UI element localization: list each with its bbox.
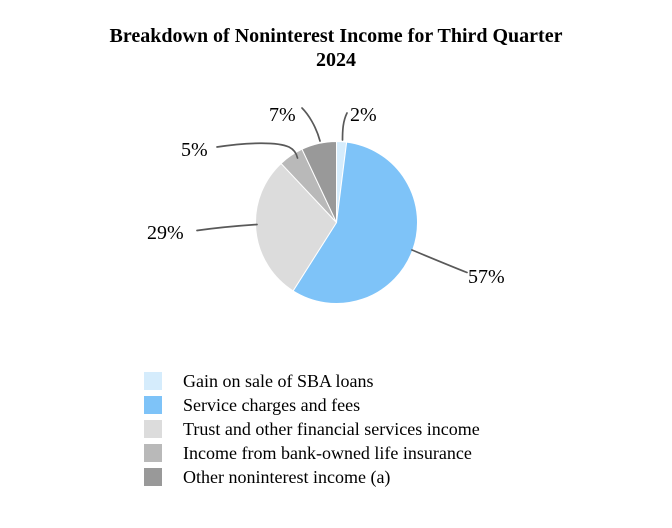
legend-item xyxy=(144,417,480,441)
legend-swatch xyxy=(144,444,162,462)
leader-line xyxy=(217,143,298,158)
legend-label: Income from bank-owned life insurance xyxy=(183,443,472,463)
legend-swatch xyxy=(144,396,162,414)
legend-label: Service charges and fees xyxy=(183,395,361,415)
legend-label: Trust and other financial services income xyxy=(183,419,480,439)
leader-line xyxy=(302,108,320,141)
legend-swatch xyxy=(144,420,162,438)
leader-line xyxy=(343,113,348,140)
pie-percent-label: 7% xyxy=(269,104,296,126)
legend-swatch xyxy=(144,468,162,486)
legend-swatch xyxy=(144,372,162,390)
pie-percent-label: 29% xyxy=(147,222,184,244)
chart-title-line2: 2024 xyxy=(316,49,356,71)
legend xyxy=(144,369,480,489)
pie-percent-label: 57% xyxy=(468,266,505,288)
legend-item xyxy=(144,369,480,393)
legend-item xyxy=(144,441,480,465)
chart-title-line1: Breakdown of Noninterest Income for Third Quarter xyxy=(109,25,563,47)
leader-line xyxy=(197,225,257,231)
legend-item xyxy=(144,465,480,489)
pie-percent-label: 5% xyxy=(181,139,208,161)
legend-label: Gain on sale of SBA loans xyxy=(183,371,374,391)
leader-line xyxy=(412,250,467,273)
legend-label: Other noninterest income (a) xyxy=(183,467,391,487)
pie-percent-label: 2% xyxy=(350,104,377,126)
legend-item xyxy=(144,393,480,417)
